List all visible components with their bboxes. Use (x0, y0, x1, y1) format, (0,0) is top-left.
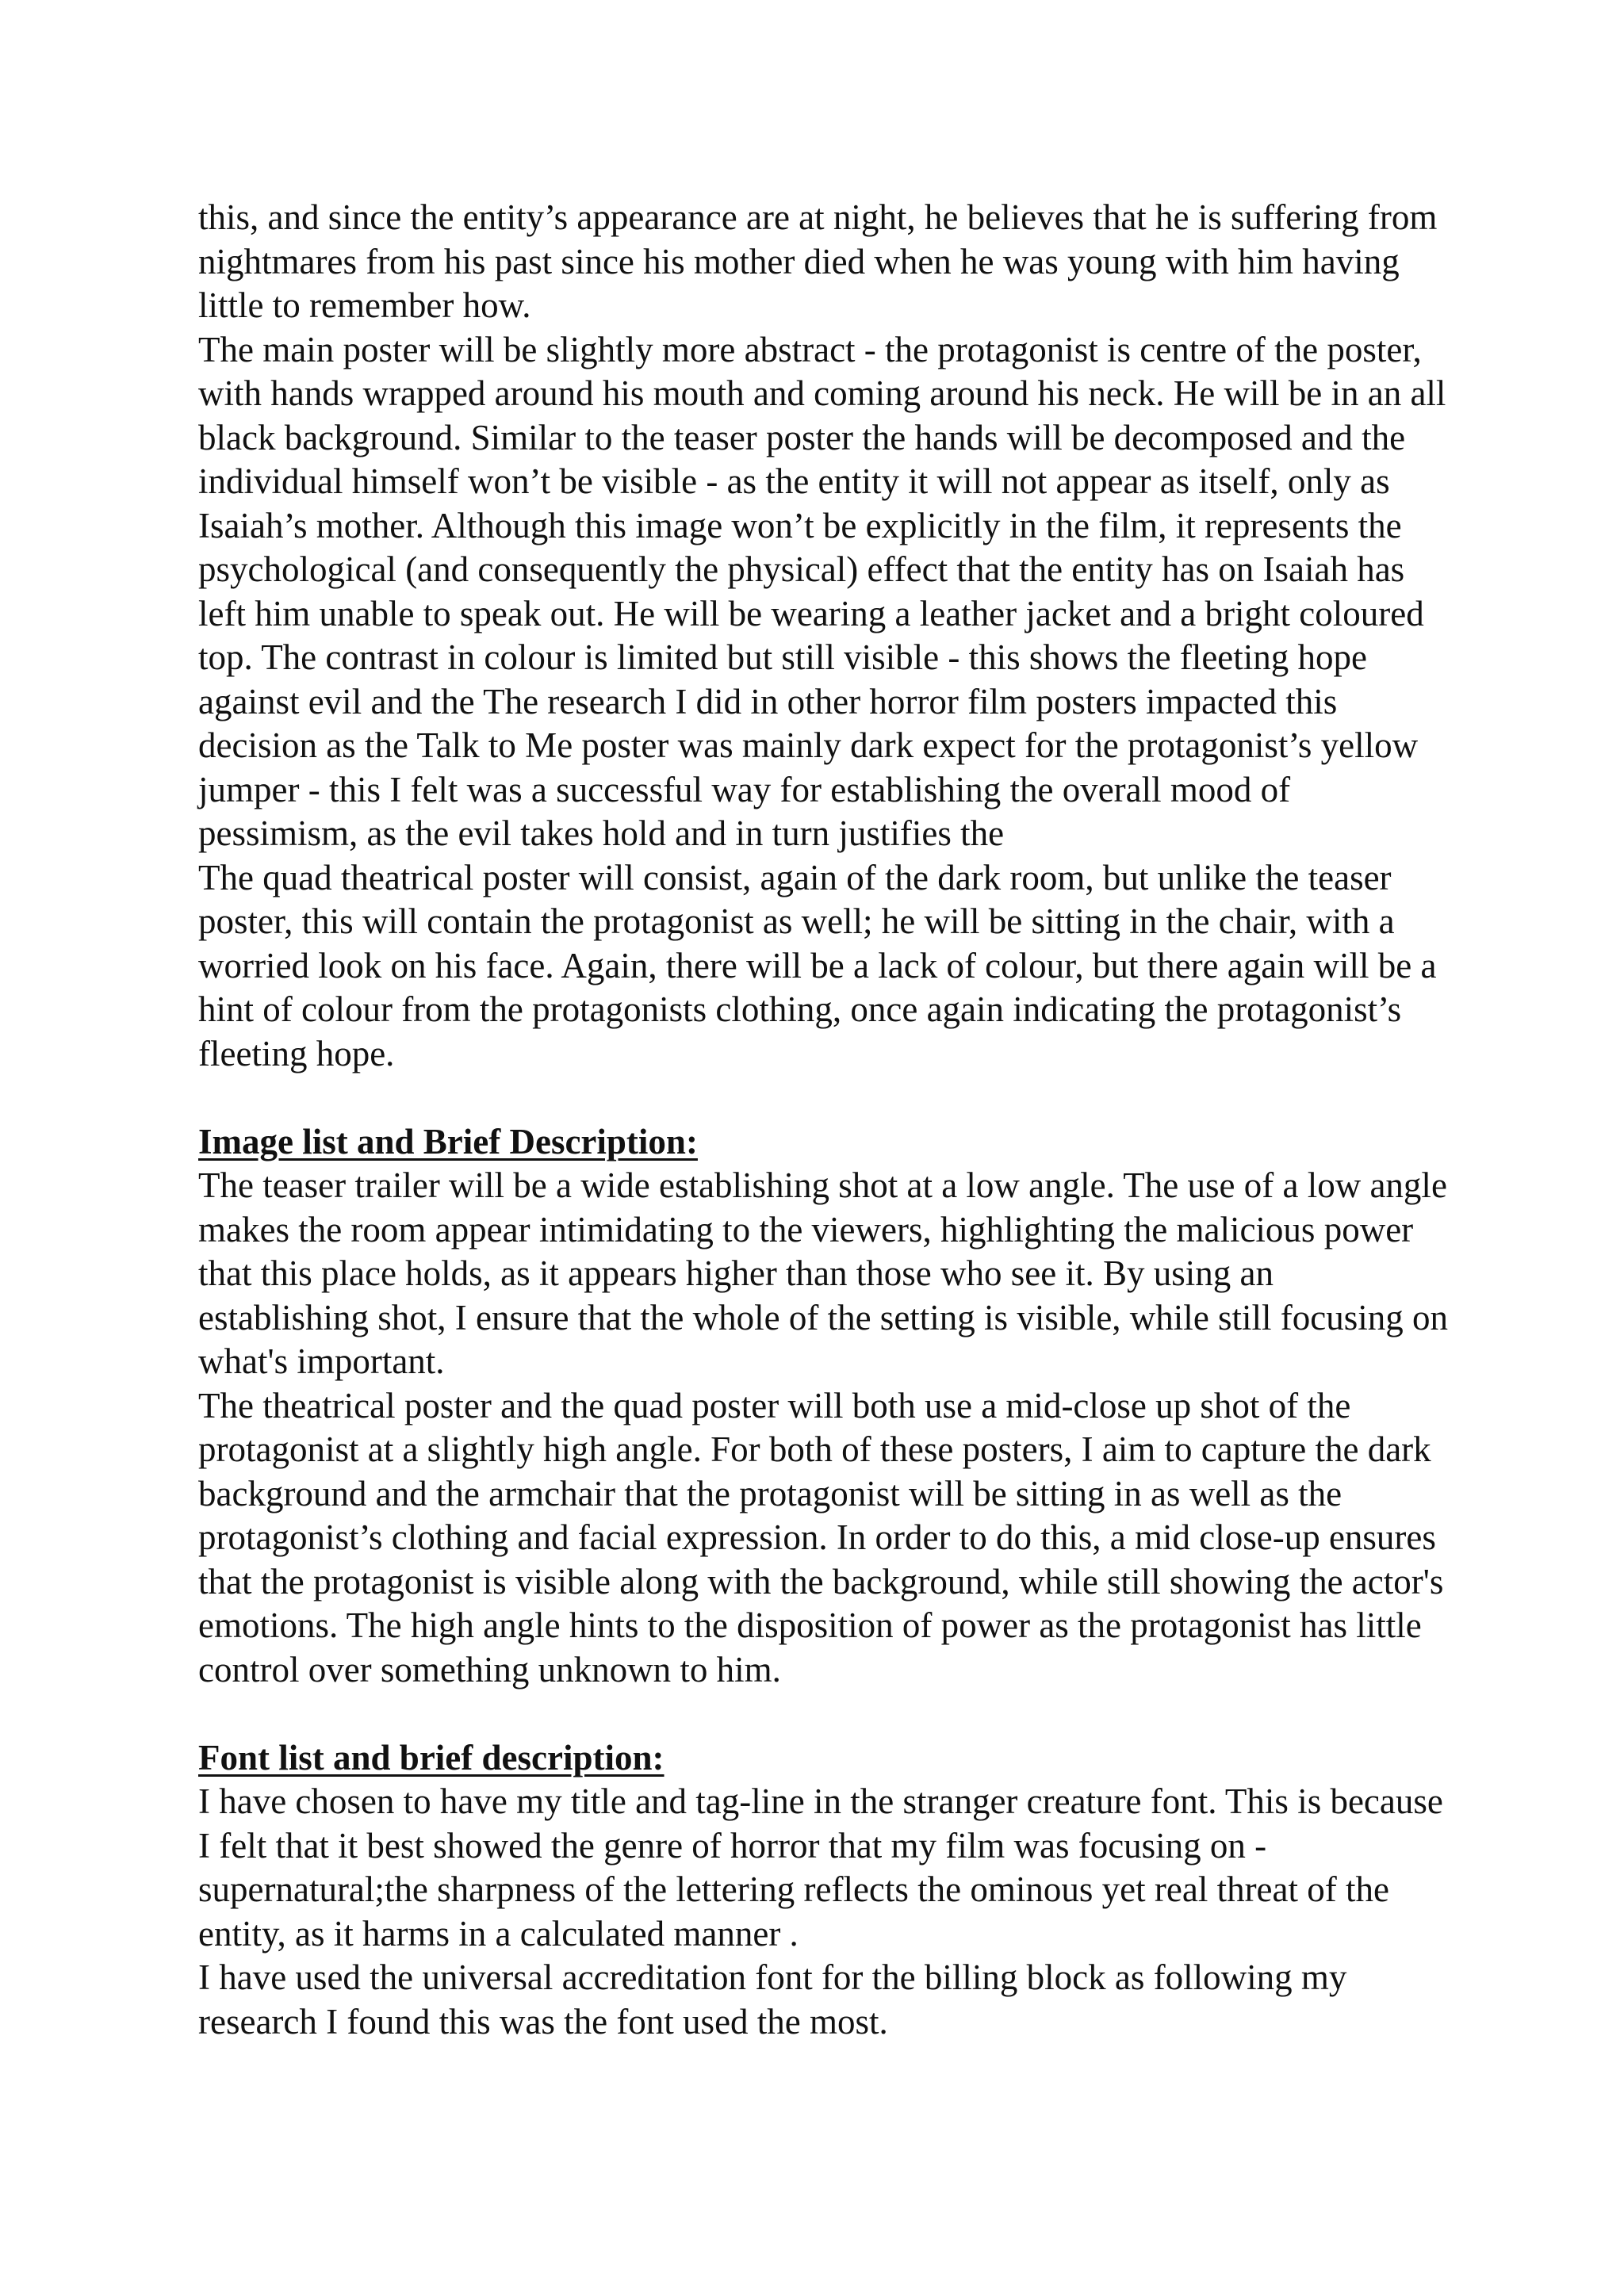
paragraph-quad-poster: The quad theatrical poster will consist, again of the dark room, but unlike the teaser poster, this will contain the protagonist as well; he will be sitting in the chair, with a worried look on his face. Again, there will be a lack of colour, but there again will be a hint of colour from the protagonists clothing, once again indicating the protagonist’s fleeting hope. (198, 857, 1437, 1073)
paragraph-teaser-trailer: The teaser trailer will be a wide establishing shot at a low angle. The use of a low angle makes the room appear intimidating to the viewers, highlighting the malicious power that this place holds, as it appears higher than those who see it. By using an establishing shot, I ensure that the whole of the setting is visible, while still focusing on what's important. (198, 1165, 1449, 1381)
image-list-heading: Image list and Brief Description: (198, 1121, 698, 1161)
section-spacer (198, 1076, 1451, 1120)
section-spacer (198, 1692, 1451, 1736)
paragraph-title-font: I have chosen to have my title and tag-line in the stranger creature font. This is because I felt that it best showed the genre of horror that my film was focusing on - supernatural;the sharpness of the lettering reflects the ominous yet real threat of the entity, as it harms in a calculated manner . (198, 1781, 1443, 1954)
paragraph-main-poster: The main poster will be slightly more abstract - the protagonist is centre of the poster, with hands wrapped around his mouth and coming around his neck. He will be in an all black background. Similar to the teaser poster the hands will be decomposed and the individual himself won’t be visible - as the entity it will not appear as itself, only as Isaiah’s mother. Although this image won’t be explicitly in the film, it represents the psychological (and consequently the physical) effect that the entity has on Isaiah has left him unable to speak out. He will be wearing a leather jacket and a bright coloured top. The contrast in colour is limited but still visible - this shows the fleeting hope against evil and the The research I did in other horror film posters impacted this decision as the Talk to Me poster was mainly dark expect for the protagonist’s yellow jumper - this I felt was a successful way for establishing the overall mood of pessimism, as the evil takes hold and in turn justifies the (198, 329, 1446, 853)
font-list-heading: Font list and brief description: (198, 1737, 665, 1777)
paragraph-theatrical-quad-shot: The theatrical poster and the quad poster will both use a mid-close up shot of the protagonist at a slightly high angle. For both of these posters, I aim to capture the dark background and the armchair that the protagonist will be sitting in as well as the protagonist’s clothing and facial expression. In order to do this, a mid close-up ensures that the protagonist is visible along with the background, while still showing the actor's emotions. The high angle hints to the disposition of power as the protagonist has little control over something unknown to him. (198, 1385, 1444, 1689)
paragraph-nightmares: this, and since the entity’s appearance are at night, he believes that he is suffering from nightmares from his past since his mother died when he was young with him having little to remember how. (198, 197, 1438, 325)
document-page (198, 196, 1451, 2044)
paragraph-billing-font: I have used the universal accreditation font for the billing block as following my research I found this was the font used the most. (198, 1957, 1347, 2042)
